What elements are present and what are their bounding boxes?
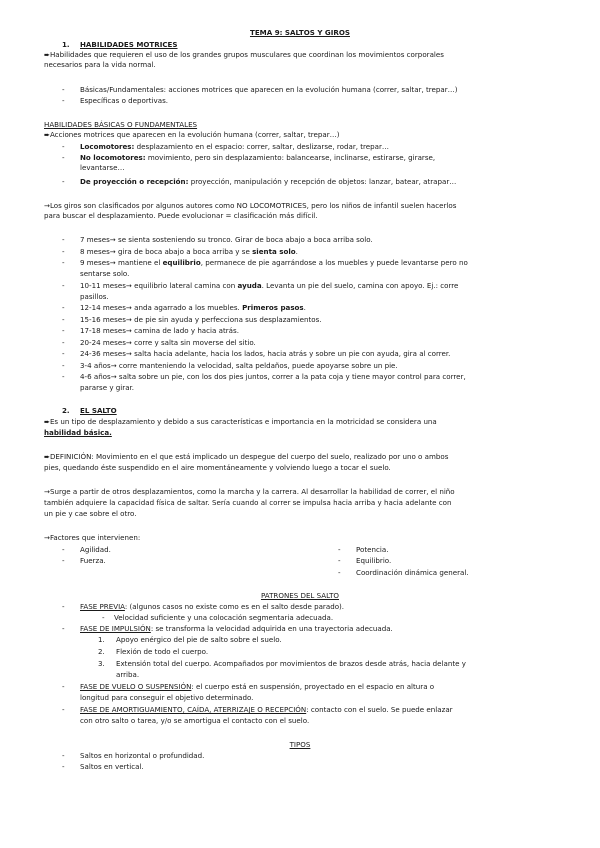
list-item-text: Específicas o deportivas.: [80, 96, 169, 105]
factor-agilidad: Agilidad.: [80, 545, 111, 554]
milestone-3-4: 3-4 años→ corre manteniendo la velocidad, salta peldaños, puede apoyarse sobre un pie.: [80, 361, 398, 370]
milestone-text: 10-11 meses→ equilibrio lateral camina con: [80, 281, 238, 290]
milestone-bold: ayuda: [237, 281, 262, 290]
list-item: -: [62, 326, 65, 335]
habilidad-basica: habilidad básica.: [44, 428, 112, 437]
step-2: Flexión de todo el cuerpo.: [116, 647, 209, 656]
phase-name: FASE DE VUELO O SUSPENSIÓN: [80, 682, 192, 691]
factor-equilibrio: Equilibrio.: [356, 556, 392, 565]
tipos-heading: TIPOS: [289, 740, 311, 749]
list-item: -: [62, 247, 65, 256]
no-locomotores-item: [80, 153, 435, 163]
phase-name: FASE DE AMORTIGUAMIENTO, CAÍDA, ATERRIZAJE O RECEPCIÓN: [80, 705, 307, 714]
list-item: -: [338, 556, 341, 565]
page-title: TEMA 9: SALTOS Y GIROS: [249, 28, 350, 37]
milestone-20: 20-24 meses→ corre y salta sin moverse del sitio.: [80, 338, 256, 347]
phase-text: : se transforma la velocidad adquirida en una trayectoria adecuada.: [150, 624, 393, 633]
milestone-10-cont: pasillos.: [80, 292, 109, 301]
milestone-17: 17-18 meses→ camina de lado y hacia atrás.: [80, 326, 239, 335]
factor-potencia: Potencia.: [356, 545, 389, 554]
milestone-8: [80, 247, 298, 257]
step-3: Extensión total del cuerpo. Acompañados por movimientos de brazos desde atrás, hacia delante y: [116, 659, 466, 668]
fase-amortiguamiento-cont: con otro salto o tarea, y/o se amortigua el contacto con el suelo.: [80, 716, 310, 725]
list-item: -: [62, 624, 65, 633]
phase-text: : el cuerpo está en suspensión, proyectado en el espacio en altura o: [191, 682, 435, 691]
list-item: -: [62, 751, 65, 760]
milestone-bold: Primeros pasos: [242, 303, 304, 312]
milestone-7: 7 meses→ se sienta sosteniendo su tronco. Girar de boca abajo a boca arriba solo.: [80, 235, 373, 244]
salto-intro: ➨Es un tipo de desplazamiento y debido a sus características e importancia en la motricidad se considera una: [44, 417, 437, 426]
fase-previa: [80, 602, 344, 612]
list-item: -: [62, 315, 65, 324]
section-2-heading: EL SALTO: [80, 406, 117, 415]
factor-coordinacion: Coordinación dinámica general.: [356, 568, 469, 577]
surge-line1: →Surge a partir de otros desplazamientos, como la marcha y la carrera. Al desarrollar la habilidad de correr, el niño: [44, 487, 455, 496]
phase-text: : contacto con el suelo. Se puede enlazar: [306, 705, 453, 714]
giros-paragraph-line1: →Los giros son clasificados por algunos autores como NO LOCOMOTRICES, pero los niños de infantil suelen hacerlos: [44, 201, 457, 210]
list-item: -: [62, 545, 65, 554]
fase-vuelo-cont: longitud para conseguir el objetivo determinado.: [80, 693, 254, 702]
fase-impulsion: [80, 624, 393, 634]
term-text: proyección, manipulación y recepción de objetos: lanzar, batear, atrapar…: [188, 177, 457, 186]
milestone-text: 8 meses→ gira de boca abajo a boca arriba y se: [80, 247, 253, 256]
milestone-15: 15-16 meses→ de pie sin ayuda y perfecciona sus desplazamientos.: [80, 315, 322, 324]
milestone-bold: equilibrio: [162, 258, 201, 267]
giros-paragraph-line2: para buscar el desplazamiento. Puede evolucionar = clasificación más difícil.: [44, 211, 318, 220]
phase-name: FASE DE IMPULSIÓN: [80, 624, 151, 633]
list-item: -: [62, 372, 65, 381]
term-text: desplazamiento en el espacio: correr, saltar, deslizarse, rodar, trepar…: [134, 142, 390, 151]
milestone-4-6: 4-6 años→ salta sobre un pie, con los dos pies juntos, correr a la pata coja y tiene mayor control para correr,: [80, 372, 466, 381]
section-1-number: 1.: [62, 40, 70, 49]
tipo-horizontal: Saltos en horizontal o profundidad.: [80, 751, 205, 760]
list-item: -: [62, 85, 65, 94]
step-number: 1.: [98, 635, 105, 644]
basicas-heading: HABILIDADES BÁSICAS O FUNDAMENTALES: [44, 120, 198, 129]
section-1-heading: HABILIDADES MOTRICES: [80, 40, 178, 49]
list-item: -: [102, 613, 105, 622]
definicion-line2: pies, quedando éste suspendido en el aire momentáneamente y volviendo luego a tocar el suelo.: [44, 463, 391, 472]
surge-line2: también adquiere la capacidad física de saltar. Sería cuando al correr se impulsa hacia arriba y hacia adelante con: [44, 498, 452, 507]
phase-name: FASE PREVIA: [80, 602, 125, 611]
phase-text: : (algunos casos no existe como es en el salto desde parado).: [124, 602, 345, 611]
patrones-heading: PATRONES DEL SALTO: [260, 591, 340, 600]
milestone-text: , permanece de pie agarrándose a los muebles y puede levantarse pero no: [200, 258, 468, 267]
step-number: 2.: [98, 647, 105, 656]
term-bold: Locomotores:: [80, 142, 135, 151]
fase-previa-sub: Velocidad suficiente y una colocación segmentaria adecuada.: [114, 613, 334, 622]
list-item: -: [62, 303, 65, 312]
list-item: -: [62, 153, 65, 162]
section-1-intro-line2: necesarios para la vida normal.: [44, 60, 156, 69]
step-number: 3.: [98, 659, 105, 668]
list-item: -: [62, 338, 65, 347]
milestone-12: [80, 303, 306, 313]
definicion-line1: ➨DEFINICIÓN: Movimiento en el que está implicado un despegue del cuerpo del suelo, realizado por uno o ambos: [44, 452, 449, 461]
tipo-vertical: Saltos en vertical.: [80, 762, 144, 771]
list-item: -: [62, 235, 65, 244]
list-item: -: [62, 361, 65, 370]
term-bold: No locomotores:: [80, 153, 146, 162]
list-item: -: [338, 568, 341, 577]
milestone-text: .: [303, 303, 306, 312]
term-text: movimiento, pero sin desplazamiento: balancearse, inclinarse, estirarse, girarse,: [145, 153, 436, 162]
locomotores-item: [80, 142, 389, 152]
milestone-text: 12-14 meses→ anda agarrado a los muebles.: [80, 303, 243, 312]
factores-heading: →Factores que intervienen:: [44, 533, 141, 542]
proyeccion-item: [80, 177, 456, 187]
list-item: -: [62, 556, 65, 565]
no-locomotores-cont: levantarse…: [80, 163, 125, 172]
list-item: -: [62, 705, 65, 714]
milestone-10: [80, 281, 458, 291]
list-item: -: [62, 682, 65, 691]
list-item: -: [62, 281, 65, 290]
milestone-text: . Levanta un pie del suelo, camina con apoyo. Ej.: corre: [261, 281, 459, 290]
milestone-4-6-cont: pararse y girar.: [80, 383, 135, 392]
milestone-text: .: [295, 247, 298, 256]
list-item: -: [62, 349, 65, 358]
list-item: -: [62, 762, 65, 771]
milestone-text: 9 meses→ mantiene el: [80, 258, 163, 267]
step-3-cont: arriba.: [116, 670, 140, 679]
milestone-9: [80, 258, 468, 268]
list-item: -: [62, 142, 65, 151]
fase-amortiguamiento: [80, 705, 453, 715]
milestone-9-cont: sentarse solo.: [80, 269, 130, 278]
list-item: -: [338, 545, 341, 554]
list-item: -: [62, 258, 65, 267]
section-1-intro-line1: ➨Habilidades que requieren el uso de los grandes grupos musculares que coordinan los movimientos corporales: [44, 50, 444, 59]
section-2-number: 2.: [62, 406, 70, 415]
list-item-text: Básicas/Fundamentales: acciones motrices que aparecen en la evolución humana (correr, saltar, trepar…): [80, 85, 458, 94]
milestone-bold: sienta solo: [252, 247, 296, 256]
step-1: Apoyo enérgico del pie de salto sobre el suelo.: [116, 635, 282, 644]
factor-fuerza: Fuerza.: [80, 556, 106, 565]
term-bold: De proyección o recepción:: [80, 177, 189, 186]
fase-vuelo: [80, 682, 434, 692]
list-item: -: [62, 602, 65, 611]
basicas-intro: ➨Acciones motrices que aparecen en la evolución humana (correr, saltar, trepar…): [44, 130, 340, 139]
list-item: -: [62, 177, 65, 186]
milestone-24: 24-36 meses→ salta hacia adelante, hacia los lados, hacia atrás y sobre un pie con ayuda, gira al correr.: [80, 349, 451, 358]
surge-line3: un pie y cae sobre el otro.: [44, 509, 137, 518]
list-item: -: [62, 96, 65, 105]
